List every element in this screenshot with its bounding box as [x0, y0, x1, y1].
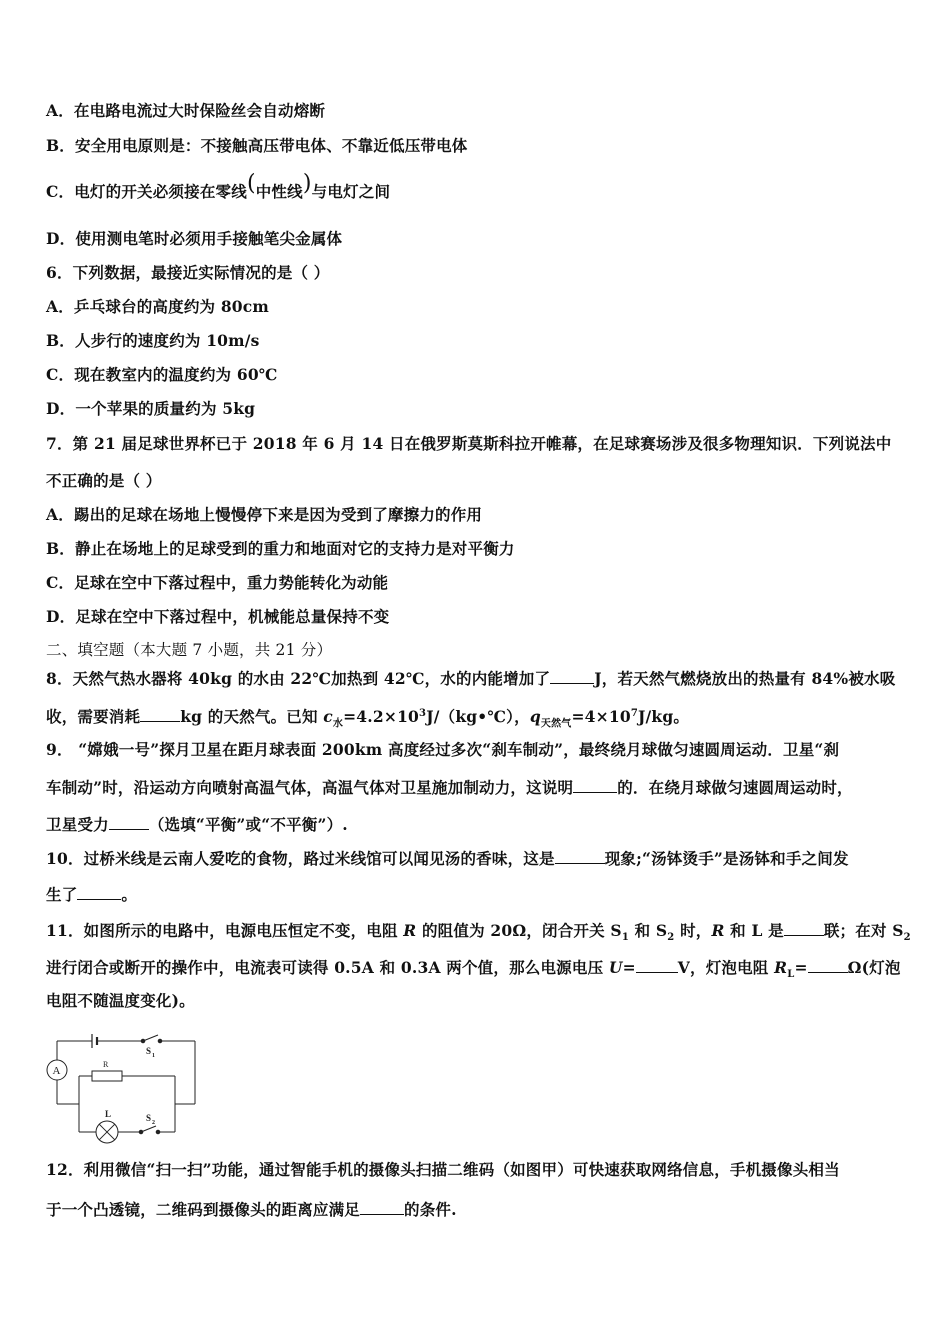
q11-text-c: 和 S	[629, 921, 668, 940]
q10-line2	[46, 883, 137, 905]
q11-symbol-r: R	[403, 921, 417, 940]
q11-blank-3[interactable]	[808, 956, 848, 973]
q9-text-c: 卫星受力	[46, 815, 109, 834]
ammeter-label: A	[52, 1065, 61, 1077]
q11-text-i: V，灯泡电阻	[677, 958, 775, 977]
q11-blank-2[interactable]	[636, 956, 678, 973]
q6-option-d: D．一个苹果的质量约为 5kg	[46, 399, 256, 418]
q9-text-d: （选填“平衡”或“不平衡”）.	[148, 815, 348, 834]
q11-text-a: 11．如图所示的电路中，电源电压恒定不变，电阻	[46, 921, 404, 940]
q10-line1	[46, 847, 849, 869]
q11-line2	[46, 956, 901, 985]
q10-blank-2[interactable]	[77, 883, 121, 900]
q5-option-c	[46, 171, 391, 202]
q9-text-a: 车制动”时，沿运动方向喷射高温气体，高温气体对卫星施加制动力，这说明	[46, 778, 574, 797]
q11-sub-s1: 1	[621, 932, 629, 944]
q9-blank-2[interactable]	[109, 813, 149, 830]
q11-text-b: 的阻值为 20Ω，闭合开关 S	[416, 921, 622, 940]
q8-sub-water: 水	[332, 718, 344, 730]
q11-sub-s2b: 2	[903, 932, 911, 944]
switch1-blade	[143, 1035, 158, 1041]
q8-blank-1[interactable]	[550, 667, 594, 684]
q11-sub-s2: 2	[667, 932, 675, 944]
q5-option-c-post: 与电灯之间	[311, 182, 391, 201]
q5-close-paren: )	[302, 171, 312, 196]
q10-blank-1[interactable]	[555, 847, 605, 864]
switch2-blade	[141, 1126, 156, 1132]
q8-exp-7: 7	[630, 708, 638, 719]
q7-stem-line1: 7．第 21 届足球世界杯已于 2018 年 6 月 14 日在俄罗斯莫斯科拉开帷幕，在足球赛场涉及很多物理知识．下列说法中	[46, 434, 892, 453]
switch2-label: S	[146, 1113, 152, 1123]
q12-line2	[46, 1198, 457, 1220]
q8-text-c: 收，需要消耗	[46, 707, 141, 727]
q7-option-d: D．足球在空中下落过程中，机械能总量保持不变	[46, 607, 390, 626]
q8-text-g: =4×10	[571, 707, 631, 727]
switch1-label: S	[146, 1046, 152, 1056]
q7-option-a: A．踢出的足球在场地上慢慢停下来是因为受到了摩擦力的作用	[46, 505, 483, 524]
q11-text-g: 进行闭合或断开的操作中，电流表可读得 0.5A 和 0.3A 两个值，那么电源电压	[46, 958, 609, 977]
resistor-box	[92, 1071, 122, 1081]
q11-text-e: 和 L 是	[724, 921, 784, 940]
circuit-diagram	[42, 1024, 202, 1144]
q8-text-b: J，若天然气燃烧放出的热量有 84%被水吸	[594, 669, 896, 688]
q8-blank-2[interactable]	[140, 705, 180, 722]
q9-line3	[46, 813, 348, 835]
q10-text-b: 现象;“汤钵烫手”是汤钵和手之间发	[604, 849, 849, 868]
q6-option-c: C．现在教室内的温度约为 60℃	[46, 365, 278, 384]
q5-open-paren: (	[246, 171, 256, 196]
q11-symbol-r-2: R	[711, 921, 725, 940]
q8-line2	[46, 704, 689, 734]
q5-option-b: B．安全用电原则是：不接触高压带电体、不靠近低压带电体	[46, 136, 468, 155]
q8-line1	[46, 667, 895, 689]
q11-text-h: =	[622, 958, 636, 977]
q11-line3: 电阻不随温度变化)。	[46, 991, 195, 1010]
switch2-sub: 2	[152, 1120, 155, 1126]
q8-sub-gas: 天然气	[540, 718, 572, 730]
q8-symbol-c: c	[323, 707, 333, 727]
q9-text-b: 的．在绕月球做匀速圆周运动时，	[617, 778, 853, 797]
q12-text-a: 于一个凸透镜，二维码到摄像头的距离应满足	[46, 1200, 361, 1219]
q11-symbol-rl: R	[774, 958, 788, 977]
q8-text-d: kg 的天然气。已知	[180, 707, 324, 727]
q8-text-a: 8．天然气热水器将 40kg 的水由 22℃加热到 42℃，水的内能增加了	[46, 669, 551, 688]
q11-text-j: =	[794, 958, 808, 977]
q12-blank-1[interactable]	[360, 1198, 404, 1215]
q7-option-c: C．足球在空中下落过程中，重力势能转化为动能	[46, 573, 389, 592]
q11-symbol-u: U	[608, 958, 623, 977]
q12-line1: 12．利用微信“扫一扫”功能，通过智能手机的摄像头扫描二维码（如图甲）可快速获取网络信息，手机摄像头相当	[46, 1160, 840, 1179]
q9-line2	[46, 776, 853, 798]
q12-text-b: 的条件.	[404, 1200, 457, 1219]
q10-text-a: 10．过桥米线是云南人爱吃的食物，路过米线馆可以闻见汤的香味，这是	[46, 849, 555, 868]
q9-line1: 9． “嫦娥一号”探月卫星在距月球表面 200km 高度经过多次“刹车制动”，最终绕月球做匀速圆周运动．卫星“刹	[46, 740, 840, 759]
q6-option-a: A．乒乓球台的高度约为 80cm	[46, 297, 270, 316]
q8-symbol-q: q	[529, 707, 541, 727]
q8-text-h: J/kg。	[638, 707, 690, 727]
q11-line1	[46, 919, 911, 948]
q11-text-d: 时，	[674, 921, 712, 940]
lamp-label: L	[105, 1109, 112, 1119]
section-heading: 二、填空题（本大题 7 小题，共 21 分）	[46, 641, 333, 659]
q11-blank-1[interactable]	[784, 919, 824, 936]
q8-text-e: =4.2×10	[343, 707, 420, 727]
q10-text-d: 。	[121, 885, 138, 904]
q5-option-c-pre: C．电灯的开关必须接在零线	[46, 182, 247, 201]
q8-text-f: J/（kg•℃），	[426, 707, 530, 727]
q8-exp-3: 3	[419, 708, 427, 719]
q11-sub-l: L	[787, 969, 795, 981]
q7-stem-line2: 不正确的是（ ）	[46, 471, 162, 490]
q10-text-c: 生了	[46, 885, 78, 904]
q6-option-b: B．人步行的速度约为 10m/s	[46, 331, 260, 350]
q5-option-c-mid: 中性线	[255, 182, 303, 201]
q11-text-f: 联；在对 S	[823, 921, 904, 940]
q11-text-k: Ω(灯泡	[847, 958, 901, 977]
switch1-sub: 1	[152, 1053, 155, 1059]
q5-option-a: A．在电路电流过大时保险丝会自动熔断	[46, 101, 326, 120]
q6-stem: 6．下列数据，最接近实际情况的是（ ）	[46, 263, 330, 282]
q9-blank-1[interactable]	[573, 776, 617, 793]
q5-option-d: D．使用测电笔时必须用手接触笔尖金属体	[46, 229, 343, 248]
q7-option-b: B．静止在场地上的足球受到的重力和地面对它的支持力是对平衡力	[46, 539, 515, 558]
resistor-label: R	[103, 1060, 109, 1069]
